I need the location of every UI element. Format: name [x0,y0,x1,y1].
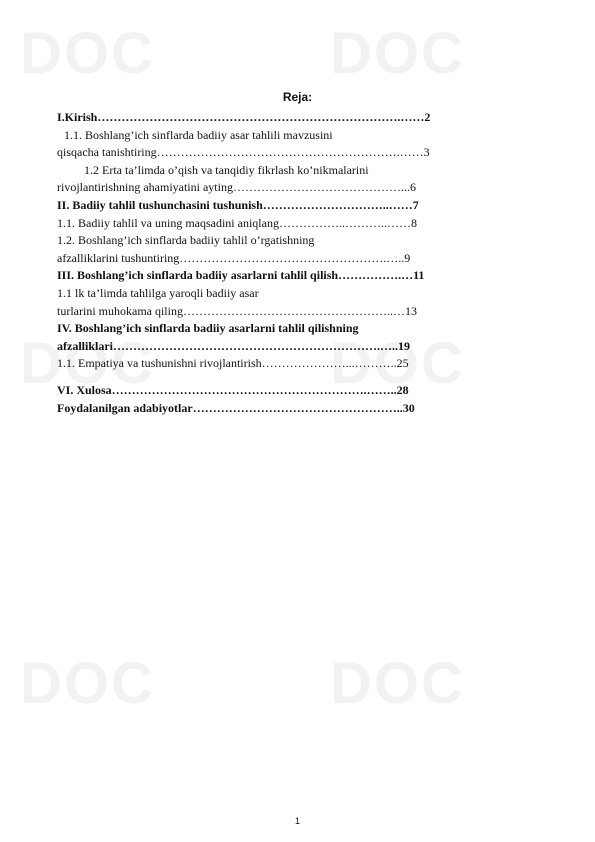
toc-entry: afzalliklari………………………………………………………….…..19 [57,338,410,353]
toc-entry: turlarini muhokama qiling……………………………………………..…13 [57,303,417,318]
toc-entry: 1.2. Boshlang’ich sinflarda badiiy tahlil o’rgatishning [57,233,315,248]
watermark-logo: DOC [20,331,155,396]
toc-entry: qisqacha tanishtiring…………………………………………………….……3 [57,145,430,160]
toc-entry: rivojlantirishning ahamiyatini ayting……………………………………...6 [57,180,416,195]
watermark-logo: DOC [330,651,465,716]
watermark-logo: DOC [330,21,465,86]
toc-entry: III. Boshlang’ich sinflarda badiiy asarlarni tahlil qilish…………….…11 [57,268,425,283]
watermark-logo: DOC [20,651,155,716]
spacer [57,373,527,382]
toc-entry: afzalliklarini tushuntiring…………………………………………….…..9 [57,250,411,265]
toc-entry: 1.1. Empatiya va tushunishni rivojlantirish…………………...………..25 [57,356,409,371]
toc-entry: II. Badiiy tahlil tushunchasini tushunish…………………………..……7 [57,197,419,212]
page-number: 1 [294,816,300,826]
toc-entry: 1.2 Erta ta’limda o’qish va tanqidiy fikrlash ko’nikmalarini [84,162,369,177]
toc-entry: 1.1 lk ta’limda tahlilga yaroqli badiiy asar [57,285,259,300]
toc-entry: Foydalanilgan adabiyotlar……………………………………………..30 [57,400,415,415]
toc-entry: IV. Boshlang’ich sinflarda badiiy asarlarni tahlil qilishning [57,321,359,336]
toc-entry: I.Kirish………………………………………………………………….……2 [57,110,431,124]
toc-entry: VI. Xulosa……………………………………………………….……..28 [57,382,409,397]
toc-entry: 1.1. Badiiy tahlil va uning maqsadini aniqlang……………..………..……8 [57,215,417,230]
watermark-logo: DOC [330,331,465,396]
page-title: Reja: [282,90,313,104]
watermark-logo: DOC [20,21,155,86]
table-of-contents [57,109,527,417]
toc-entry: 1.1. Boshlang’ich sinflarda badiiy asar tahlili mavzusini [64,127,333,142]
